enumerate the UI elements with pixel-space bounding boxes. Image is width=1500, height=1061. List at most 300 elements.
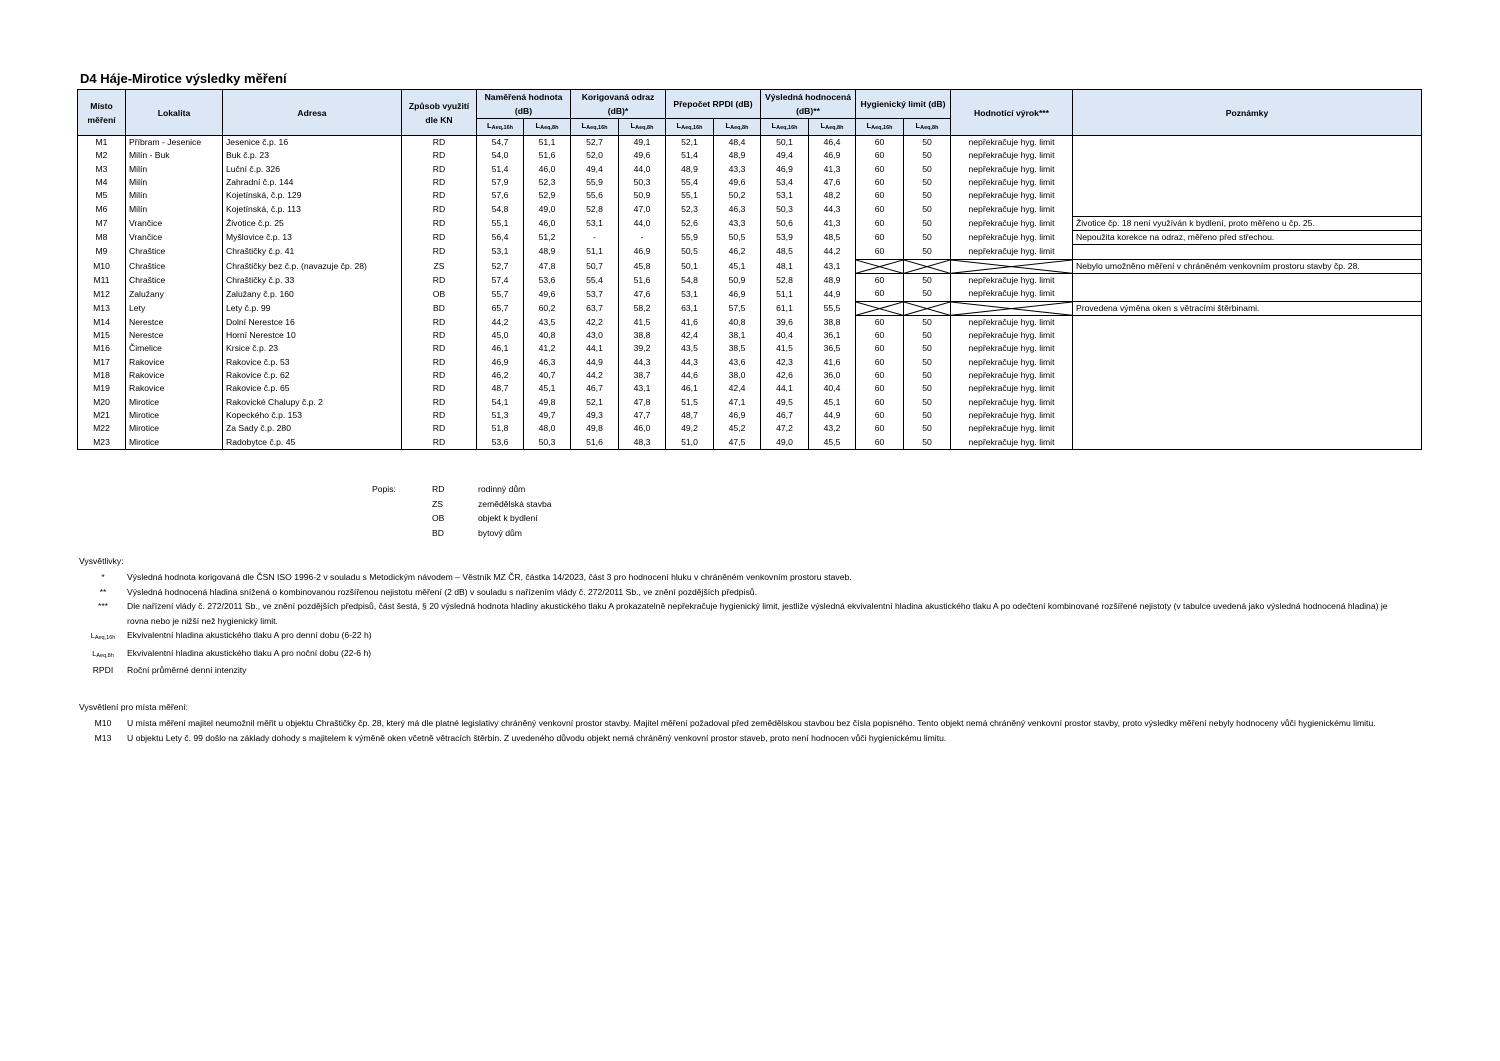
cell-adresa: Buk č.p. 23 bbox=[223, 149, 402, 162]
cell-misto: M22 bbox=[78, 422, 126, 435]
cell-poznamky bbox=[1073, 329, 1422, 342]
cell-vyrok: nepřekračuje hyg. limit bbox=[951, 422, 1073, 435]
symbol-text: ** bbox=[99, 586, 107, 597]
cell-limit-8h bbox=[904, 259, 951, 273]
cell-adresa: Radobytce č.p. 45 bbox=[223, 436, 402, 450]
l-symbol: L bbox=[915, 121, 921, 130]
cell-vysledna-8h: 46,9 bbox=[809, 149, 856, 162]
cell-vyrok: nepřekračuje hyg. limit bbox=[951, 273, 1073, 287]
cell-poznamky bbox=[1073, 136, 1422, 150]
cell-vyrok: nepřekračuje hyg. limit bbox=[951, 369, 1073, 382]
cell-prepocet-8h: 48,4 bbox=[714, 136, 761, 150]
cell-prepocet-16h: 52,6 bbox=[666, 216, 714, 230]
cell-prepocet-8h: 46,9 bbox=[714, 409, 761, 422]
cell-limit-16h: 60 bbox=[856, 409, 904, 422]
legend-code: ZS bbox=[432, 498, 443, 509]
cell-vysledna-8h: 45,5 bbox=[809, 436, 856, 450]
cell-zpusob: RD bbox=[402, 202, 477, 216]
l-aeq8h-label bbox=[726, 121, 749, 130]
table-row bbox=[78, 189, 1422, 202]
cell-korigovana-16h: 46,7 bbox=[571, 382, 619, 395]
cell-poznamky bbox=[1073, 396, 1422, 409]
cell-misto: M11 bbox=[78, 273, 126, 287]
cell-limit-8h: 50 bbox=[904, 273, 951, 287]
cell-limit-16h: 60 bbox=[856, 216, 904, 230]
cell-misto: M8 bbox=[78, 231, 126, 245]
cell-vysledna-16h: 49,5 bbox=[761, 396, 809, 409]
cell-namerena-8h: 49,8 bbox=[524, 396, 571, 409]
cell-vyrok: nepřekračuje hyg. limit bbox=[951, 202, 1073, 216]
cell-limit-8h: 50 bbox=[904, 136, 951, 150]
cell-prepocet-16h: 44,3 bbox=[666, 356, 714, 369]
cell-korigovana-16h: 49,4 bbox=[571, 163, 619, 176]
cell-vysledna-8h: 41,6 bbox=[809, 356, 856, 369]
l-aeq16h-label bbox=[677, 121, 703, 130]
site-note-id: M13 bbox=[94, 733, 112, 743]
cell-zpusob: RD bbox=[402, 436, 477, 450]
l-aeq8h-label bbox=[821, 121, 844, 130]
l-subscript: Aeq,16h bbox=[491, 125, 513, 131]
cell-namerena-16h: 54,0 bbox=[477, 149, 524, 162]
cell-vyrok: nepřekračuje hyg. limit bbox=[951, 231, 1073, 245]
cell-poznamky bbox=[1073, 202, 1422, 216]
explanation-symbol bbox=[79, 599, 127, 628]
header-vysledna: Výsledná hodnocená (dB)** bbox=[761, 90, 856, 119]
cell-vysledna-16h: 61,1 bbox=[761, 301, 809, 315]
cell-zpusob: RD bbox=[402, 216, 477, 230]
l-aeq8h-label bbox=[631, 121, 654, 130]
table-row bbox=[78, 369, 1422, 382]
cell-vyrok: nepřekračuje hyg. limit bbox=[951, 176, 1073, 189]
cell-misto: M7 bbox=[78, 216, 126, 230]
cell-korigovana-8h: 44,0 bbox=[619, 216, 666, 230]
cell-limit-8h: 50 bbox=[904, 422, 951, 435]
cell-prepocet-8h: 47,1 bbox=[714, 396, 761, 409]
cell-zpusob: RD bbox=[402, 382, 477, 395]
cell-korigovana-8h: 46,0 bbox=[619, 422, 666, 435]
cell-misto: M14 bbox=[78, 315, 126, 329]
header-sub-16h bbox=[856, 119, 904, 136]
cell-namerena-16h: 54,8 bbox=[477, 202, 524, 216]
cell-lokalita: Chraštice bbox=[126, 273, 223, 287]
cell-lokalita: Příbram - Jesenice bbox=[126, 136, 223, 150]
cell-zpusob: RD bbox=[402, 231, 477, 245]
legend-label: Popis: bbox=[372, 484, 396, 494]
cell-zpusob: RD bbox=[402, 396, 477, 409]
symbol-subscript: Aeq,16h bbox=[94, 635, 116, 641]
cell-vysledna-8h: 40,4 bbox=[809, 382, 856, 395]
l-subscript: Aeq,16h bbox=[776, 125, 798, 131]
cell-namerena-8h: 60,2 bbox=[524, 301, 571, 315]
header-korigovana: Korigovaná odraz (dB)* bbox=[571, 90, 666, 119]
cell-prepocet-8h: 46,3 bbox=[714, 202, 761, 216]
cell-namerena-16h: 51,8 bbox=[477, 422, 524, 435]
cell-misto: M16 bbox=[78, 342, 126, 355]
cell-zpusob: OB bbox=[402, 287, 477, 301]
cell-namerena-8h: 48,0 bbox=[524, 422, 571, 435]
cell-zpusob: ZS bbox=[402, 259, 477, 273]
cell-prepocet-8h: 48,9 bbox=[714, 149, 761, 162]
l-symbol: L bbox=[535, 121, 541, 130]
cell-vysledna-16h: 50,3 bbox=[761, 202, 809, 216]
header-lokalita: Lokalita bbox=[126, 90, 223, 136]
header-sub-16h bbox=[571, 119, 619, 136]
table-row bbox=[78, 396, 1422, 409]
cell-adresa: Luční č.p. 326 bbox=[223, 163, 402, 176]
cell-vysledna-8h: 44,2 bbox=[809, 245, 856, 259]
cell-misto: M3 bbox=[78, 163, 126, 176]
cell-namerena-8h: 51,6 bbox=[524, 149, 571, 162]
cell-adresa: Rakovice č.p. 62 bbox=[223, 369, 402, 382]
cell-vysledna-16h: 52,8 bbox=[761, 273, 809, 287]
cell-vyrok: nepřekračuje hyg. limit bbox=[951, 245, 1073, 259]
cell-namerena-16h: 54,1 bbox=[477, 396, 524, 409]
cell-korigovana-8h: 50,9 bbox=[619, 189, 666, 202]
l-symbol: L bbox=[487, 121, 492, 130]
cell-vyrok: nepřekračuje hyg. limit bbox=[951, 382, 1073, 395]
cell-limit-16h: 60 bbox=[856, 273, 904, 287]
cell-misto: M12 bbox=[78, 287, 126, 301]
cell-prepocet-16h: 43,5 bbox=[666, 342, 714, 355]
cell-limit-8h: 50 bbox=[904, 396, 951, 409]
cell-korigovana-16h: 52,1 bbox=[571, 396, 619, 409]
cell-adresa: Chraštičky bez č.p. (navazuje čp. 28) bbox=[223, 259, 402, 273]
cell-namerena-8h: 51,1 bbox=[524, 136, 571, 150]
cell-korigovana-8h: 48,3 bbox=[619, 436, 666, 450]
explanations-heading: Vysvětlivky: bbox=[79, 556, 124, 566]
cell-poznamky bbox=[1073, 287, 1422, 301]
explanation-text: Ekvivalentní hladina akustického tlaku A pro denní dobu (6-22 h) bbox=[127, 630, 372, 640]
cell-misto: M20 bbox=[78, 396, 126, 409]
cell-limit-16h: 60 bbox=[856, 436, 904, 450]
cell-prepocet-8h: 46,9 bbox=[714, 287, 761, 301]
cell-adresa: Kojetínská, č.p. 129 bbox=[223, 189, 402, 202]
cell-namerena-16h: 57,9 bbox=[477, 176, 524, 189]
table-row bbox=[78, 216, 1422, 230]
site-notes-heading: Vysvětlení pro místa měření: bbox=[79, 702, 189, 712]
legend-code: OB bbox=[432, 513, 445, 523]
cell-poznamky bbox=[1073, 436, 1422, 450]
symbol-subscript: Aeq,8h bbox=[96, 652, 114, 659]
cell-prepocet-16h: 63,1 bbox=[666, 301, 714, 315]
cell-vysledna-8h: 45,1 bbox=[809, 396, 856, 409]
cell-prepocet-8h: 38,5 bbox=[714, 342, 761, 355]
cell-vysledna-16h: 41,5 bbox=[761, 342, 809, 355]
legend-desc: objekt k bydlení bbox=[478, 513, 538, 523]
cell-vysledna-8h: 41,3 bbox=[809, 216, 856, 230]
table-row bbox=[78, 409, 1422, 422]
header-sub-8h bbox=[904, 119, 951, 136]
cell-prepocet-16h: 54,8 bbox=[666, 273, 714, 287]
cell-misto: M4 bbox=[78, 176, 126, 189]
table-row bbox=[78, 329, 1422, 342]
cell-misto: M15 bbox=[78, 329, 126, 342]
cell-korigovana-16h: 42,2 bbox=[571, 315, 619, 329]
explanation-symbol bbox=[79, 646, 127, 664]
header-sub-8h bbox=[809, 119, 856, 136]
cell-korigovana-8h: 45,8 bbox=[619, 259, 666, 273]
cell-namerena-16h: 51,3 bbox=[477, 409, 524, 422]
cell-adresa: Životice č.p. 25 bbox=[223, 216, 402, 230]
cell-limit-8h: 50 bbox=[904, 315, 951, 329]
cell-zpusob: RD bbox=[402, 369, 477, 382]
header-misto: Místo měření bbox=[78, 90, 126, 136]
cell-vyrok bbox=[951, 259, 1073, 273]
cell-limit-8h: 50 bbox=[904, 287, 951, 301]
cell-zpusob: RD bbox=[402, 356, 477, 369]
l-aeq16h-label bbox=[582, 121, 608, 130]
cell-adresa: Myšlovice č.p. 13 bbox=[223, 231, 402, 245]
cell-prepocet-8h: 49,6 bbox=[714, 176, 761, 189]
cell-lokalita: Milín bbox=[126, 163, 223, 176]
cell-poznamky: Životice čp. 18 není využíván k bydlení, proto měřeno u čp. 25. bbox=[1073, 216, 1422, 230]
cell-vysledna-16h: 47,2 bbox=[761, 422, 809, 435]
cell-limit-16h bbox=[856, 301, 904, 315]
cell-limit-16h: 60 bbox=[856, 382, 904, 395]
cell-vyrok: nepřekračuje hyg. limit bbox=[951, 163, 1073, 176]
cell-limit-16h: 60 bbox=[856, 369, 904, 382]
cell-vysledna-8h: 36,1 bbox=[809, 329, 856, 342]
cell-misto: M2 bbox=[78, 149, 126, 162]
site-notes bbox=[79, 702, 1409, 746]
header-sub-16h bbox=[761, 119, 809, 136]
l-aeq16h-label bbox=[867, 121, 893, 130]
site-note-row bbox=[79, 731, 1409, 746]
cell-limit-8h: 50 bbox=[904, 329, 951, 342]
explanations bbox=[79, 556, 1409, 678]
cell-namerena-16h: 55,1 bbox=[477, 216, 524, 230]
cell-namerena-8h: 52,9 bbox=[524, 189, 571, 202]
cell-vysledna-16h: 53,9 bbox=[761, 231, 809, 245]
cell-korigovana-16h: 50,7 bbox=[571, 259, 619, 273]
cell-vysledna-16h: 39,6 bbox=[761, 315, 809, 329]
cell-vysledna-8h: 48,2 bbox=[809, 189, 856, 202]
header-adresa: Adresa bbox=[223, 90, 402, 136]
cell-namerena-16h: 65,7 bbox=[477, 301, 524, 315]
cell-korigovana-8h: 46,9 bbox=[619, 245, 666, 259]
header-vyrok: Hodnotící výrok*** bbox=[951, 90, 1073, 136]
cell-poznamky bbox=[1073, 315, 1422, 329]
l-symbol: L bbox=[820, 121, 826, 130]
cell-korigovana-8h: 49,1 bbox=[619, 136, 666, 150]
cell-namerena-8h: 53,6 bbox=[524, 273, 571, 287]
cell-limit-8h: 50 bbox=[904, 163, 951, 176]
cell-namerena-8h: 43,5 bbox=[524, 315, 571, 329]
cell-adresa: Chraštičky č.p. 33 bbox=[223, 273, 402, 287]
cell-lokalita: Rakovice bbox=[126, 382, 223, 395]
explanation-text: Dle nařízení vlády č. 272/2011 Sb., ve znění pozdějších předpisů, část šestá, § 20 výsledná hodnota hladiny akustického tlaku A prokazatelně nepřekračuje hygienický limit, jestliže výsledná ekvivalentní hladina akustického tlaku A po odečtení kombinované rozšířené nejistoty (v tabulce uvedená jako výsledná hodnocená hladina) je rovna nebo je nižší než hygienický limit. bbox=[127, 601, 1388, 626]
l-subscript: Aeq,8h bbox=[540, 125, 559, 131]
cell-prepocet-16h: 50,1 bbox=[666, 259, 714, 273]
l-subscript: Aeq,16h bbox=[681, 125, 703, 131]
symbol-text: RPDI bbox=[92, 665, 114, 675]
cell-lokalita: Mirotice bbox=[126, 436, 223, 450]
l-symbol: L bbox=[676, 121, 682, 130]
cell-namerena-8h: 46,3 bbox=[524, 356, 571, 369]
table-row bbox=[78, 382, 1422, 395]
cell-vysledna-8h: 36,5 bbox=[809, 342, 856, 355]
cell-adresa: Jesenice č.p. 16 bbox=[223, 136, 402, 150]
cell-vysledna-16h: 46,9 bbox=[761, 163, 809, 176]
cell-korigovana-16h: 51,1 bbox=[571, 245, 619, 259]
cell-vysledna-16h: 50,6 bbox=[761, 216, 809, 230]
cell-poznamky: Nepoužita korekce na odraz, měřeno před střechou. bbox=[1073, 231, 1422, 245]
cell-korigovana-8h: 47,0 bbox=[619, 202, 666, 216]
cell-limit-8h: 50 bbox=[904, 382, 951, 395]
cell-vyrok bbox=[951, 301, 1073, 315]
legend-desc: zemědělská stavba bbox=[478, 498, 552, 509]
cell-poznamky bbox=[1073, 382, 1422, 395]
cell-vyrok: nepřekračuje hyg. limit bbox=[951, 315, 1073, 329]
cell-vysledna-16h: 49,0 bbox=[761, 436, 809, 450]
cell-vyrok: nepřekračuje hyg. limit bbox=[951, 342, 1073, 355]
cell-prepocet-8h: 43,3 bbox=[714, 216, 761, 230]
cell-korigovana-16h: 55,6 bbox=[571, 189, 619, 202]
header-sub-8h bbox=[524, 119, 571, 136]
cell-lokalita: Zalužany bbox=[126, 287, 223, 301]
cell-prepocet-16h: 55,9 bbox=[666, 231, 714, 245]
cell-vysledna-16h: 44,1 bbox=[761, 382, 809, 395]
cell-vysledna-16h: 42,6 bbox=[761, 369, 809, 382]
cell-limit-16h: 60 bbox=[856, 136, 904, 150]
cell-limit-8h: 50 bbox=[904, 369, 951, 382]
cell-korigovana-16h: 43,0 bbox=[571, 329, 619, 342]
l-subscript: Aeq,8h bbox=[825, 125, 844, 131]
cell-poznamky bbox=[1073, 409, 1422, 422]
cell-limit-16h bbox=[856, 259, 904, 273]
cell-prepocet-16h: 50,5 bbox=[666, 245, 714, 259]
cell-vysledna-16h: 48,5 bbox=[761, 245, 809, 259]
l-aeq8h-label bbox=[536, 121, 559, 130]
cell-korigovana-8h: 39,2 bbox=[619, 342, 666, 355]
cell-adresa: Krsice č.p. 23 bbox=[223, 342, 402, 355]
cell-korigovana-8h: 47,7 bbox=[619, 409, 666, 422]
cell-namerena-16h: 48,7 bbox=[477, 382, 524, 395]
explanation-text: Výsledná hodnota korigovaná dle ČSN ISO 1996-2 v souladu s Metodickým návodem – Věstník MZ ČR, částka 14/2023, část 3 pro hodnocení hluku v chráněném venkovním prostoru staveb. bbox=[127, 572, 852, 582]
cell-vyrok: nepřekračuje hyg. limit bbox=[951, 136, 1073, 150]
cell-lokalita: Nerestce bbox=[126, 315, 223, 329]
cell-limit-16h: 60 bbox=[856, 422, 904, 435]
explanation-symbol bbox=[79, 570, 127, 585]
cell-lokalita: Čimelice bbox=[126, 342, 223, 355]
header-prepocet: Přepočet RPDI (dB) bbox=[666, 90, 761, 119]
cell-limit-16h: 60 bbox=[856, 329, 904, 342]
symbol-text: L bbox=[90, 631, 95, 640]
cell-vysledna-8h: 36,0 bbox=[809, 369, 856, 382]
cell-prepocet-8h: 43,3 bbox=[714, 163, 761, 176]
cell-limit-16h: 60 bbox=[856, 189, 904, 202]
l-symbol: L bbox=[771, 121, 777, 130]
cell-namerena-8h: 51,2 bbox=[524, 231, 571, 245]
cell-limit-16h: 60 bbox=[856, 245, 904, 259]
cell-limit-8h: 50 bbox=[904, 245, 951, 259]
cell-zpusob: RD bbox=[402, 273, 477, 287]
cell-vysledna-8h: 44,9 bbox=[809, 287, 856, 301]
cell-vysledna-16h: 51,1 bbox=[761, 287, 809, 301]
cell-korigovana-8h: 50,3 bbox=[619, 176, 666, 189]
cell-vysledna-8h: 38,8 bbox=[809, 315, 856, 329]
cell-prepocet-16h: 53,1 bbox=[666, 287, 714, 301]
cell-poznamky bbox=[1073, 356, 1422, 369]
symbol-text: *** bbox=[97, 601, 109, 611]
explanation-symbol bbox=[79, 628, 127, 646]
cell-prepocet-16h: 41,6 bbox=[666, 315, 714, 329]
cell-korigovana-16h: 53,1 bbox=[571, 216, 619, 230]
cell-poznamky bbox=[1073, 163, 1422, 176]
cell-limit-16h: 60 bbox=[856, 342, 904, 355]
cell-korigovana-16h: 55,4 bbox=[571, 273, 619, 287]
cell-misto: M9 bbox=[78, 245, 126, 259]
explanation-text: Roční průměrné denní intenzity bbox=[127, 665, 247, 675]
cell-limit-16h: 60 bbox=[856, 356, 904, 369]
explanation-row bbox=[79, 570, 1409, 585]
cell-limit-8h: 50 bbox=[904, 409, 951, 422]
table-row bbox=[78, 356, 1422, 369]
cell-zpusob: RD bbox=[402, 342, 477, 355]
cell-adresa: Za Sady č.p. 280 bbox=[223, 422, 402, 435]
cell-lokalita: Milín - Buk bbox=[126, 149, 223, 162]
cell-vysledna-8h: 47,6 bbox=[809, 176, 856, 189]
site-note-text: U objektu Lety č. 99 došlo na základy dohody s majitelem k výměně oken včetně větracích štěrbin. Z uvedeného důvodu objekt nemá chráněný venkovní prostor staveb, proto není hodnocen vůči hygienickému limitu. bbox=[127, 733, 947, 743]
table-row bbox=[78, 342, 1422, 355]
cell-korigovana-16h: 49,8 bbox=[571, 422, 619, 435]
cell-vysledna-16h: 50,1 bbox=[761, 136, 809, 150]
cell-korigovana-16h: 53,7 bbox=[571, 287, 619, 301]
cell-vyrok: nepřekračuje hyg. limit bbox=[951, 149, 1073, 162]
l-subscript: Aeq,8h bbox=[635, 125, 654, 131]
cell-vysledna-8h: 43,2 bbox=[809, 422, 856, 435]
cell-prepocet-8h: 43,6 bbox=[714, 356, 761, 369]
cell-zpusob: RD bbox=[402, 163, 477, 176]
cell-prepocet-16h: 51,4 bbox=[666, 149, 714, 162]
cell-lokalita: Chraštice bbox=[126, 259, 223, 273]
cell-lokalita: Mirotice bbox=[126, 396, 223, 409]
cell-poznamky: Nebylo umožněno měření v chráněném venkovním prostoru stavby čp. 28. bbox=[1073, 259, 1422, 273]
cell-misto: M5 bbox=[78, 189, 126, 202]
cell-adresa: Kojetínská, č.p. 113 bbox=[223, 202, 402, 216]
symbol-text: L bbox=[92, 648, 97, 658]
table-row bbox=[78, 163, 1422, 176]
legend-desc: rodinný dům bbox=[478, 484, 526, 494]
cell-namerena-16h: 57,6 bbox=[477, 189, 524, 202]
cell-korigovana-8h: 44,0 bbox=[619, 163, 666, 176]
l-aeq8h-label bbox=[916, 121, 939, 130]
cell-namerena-8h: 52,3 bbox=[524, 176, 571, 189]
cell-limit-8h: 50 bbox=[904, 231, 951, 245]
cell-zpusob: RD bbox=[402, 315, 477, 329]
cell-poznamky bbox=[1073, 422, 1422, 435]
cell-namerena-16h: 44,2 bbox=[477, 315, 524, 329]
cell-korigovana-16h: 51,6 bbox=[571, 436, 619, 450]
cell-misto: M23 bbox=[78, 436, 126, 450]
cell-adresa: Zahradní č.p. 144 bbox=[223, 176, 402, 189]
explanation-row bbox=[79, 663, 1409, 678]
l-symbol: L bbox=[581, 121, 587, 130]
cell-korigovana-16h: 52,8 bbox=[571, 202, 619, 216]
cell-limit-8h: 50 bbox=[904, 149, 951, 162]
cell-prepocet-16h: 44,6 bbox=[666, 369, 714, 382]
cell-vysledna-8h: 41,3 bbox=[809, 163, 856, 176]
cell-adresa: Chraštičky č.p. 41 bbox=[223, 245, 402, 259]
cell-limit-8h: 50 bbox=[904, 176, 951, 189]
l-symbol: L bbox=[725, 121, 731, 130]
cell-prepocet-16h: 42,4 bbox=[666, 329, 714, 342]
cell-korigovana-8h: 44,3 bbox=[619, 356, 666, 369]
cell-namerena-16h: 46,2 bbox=[477, 369, 524, 382]
cell-limit-8h: 50 bbox=[904, 356, 951, 369]
cell-prepocet-8h: 45,1 bbox=[714, 259, 761, 273]
cell-lokalita: Mirotice bbox=[126, 422, 223, 435]
